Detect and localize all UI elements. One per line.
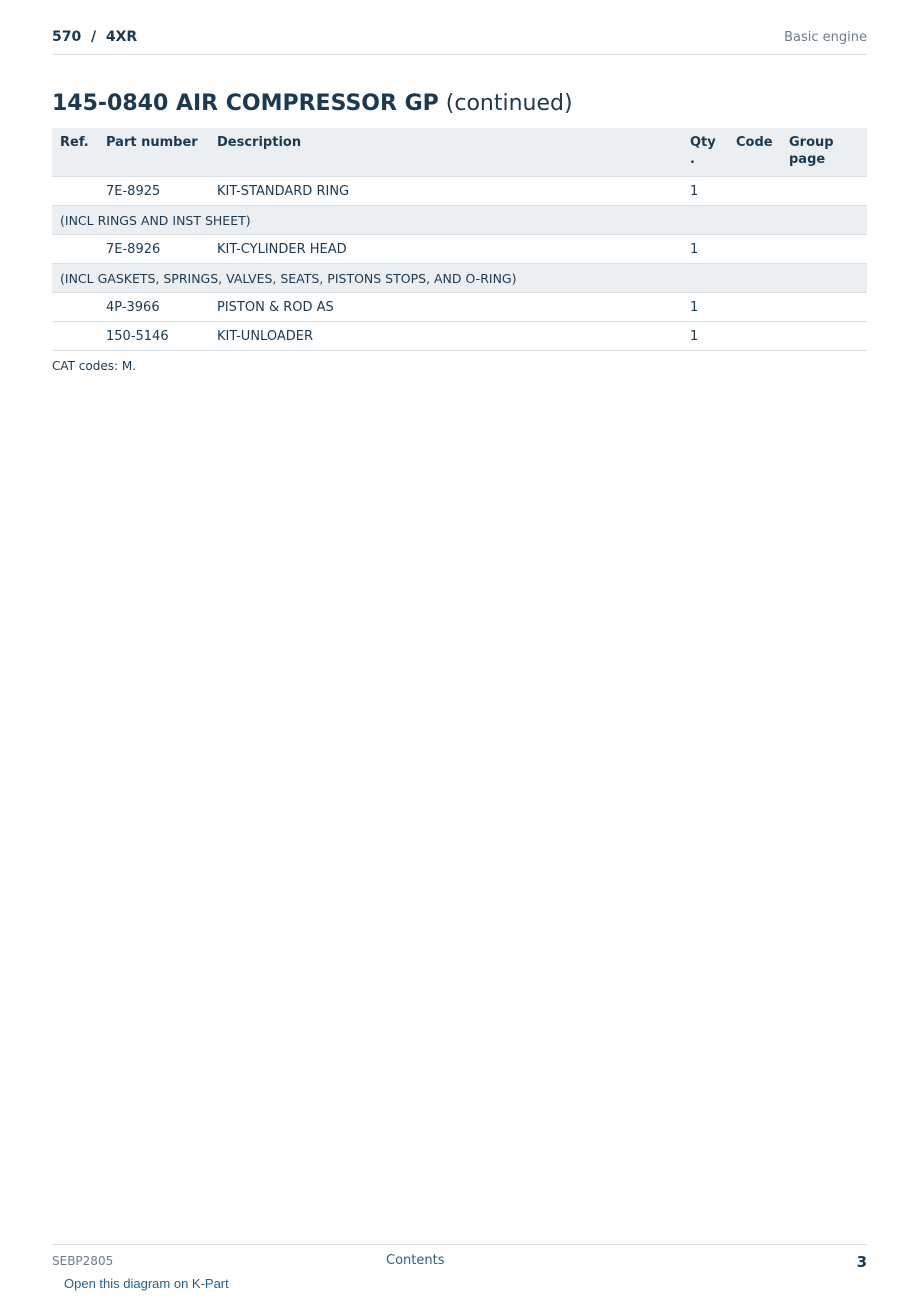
table-row [52,177,867,206]
cell-qty: 1 [682,293,728,322]
table-header-row [52,128,867,177]
cell-code [728,293,781,322]
cell-description: KIT-STANDARD RING [209,177,682,206]
table-note-row [52,264,867,293]
cell-group-page [781,177,867,206]
col-header-qty: Qty . [682,128,728,177]
col-header-description: Description [209,128,682,177]
table-row [52,322,867,351]
cell-qty: 1 [682,177,728,206]
footer-doc-number: SEBP2805 [52,1254,114,1268]
cell-part-number: 7E-8926 [98,235,209,264]
table-row [52,235,867,264]
cell-group-page [781,293,867,322]
cell-ref [52,293,98,322]
cell-group-page [781,235,867,264]
open-k-part-link[interactable]: Open this diagram on K-Part [64,1276,229,1291]
col-header-part-number: Part number [98,128,209,177]
page-footer [52,1244,867,1275]
footer-page-number: 3 [856,1253,867,1271]
title-main: 145-0840 AIR COMPRESSOR GP [52,91,439,116]
table-row [52,293,867,322]
cell-qty: 1 [682,322,728,351]
cell-ref [52,177,98,206]
cell-note: (INCL RINGS AND INST SHEET) [52,206,867,235]
title-suffix: (continued) [438,91,573,116]
col-header-code: Code [728,128,781,177]
page-header [52,0,867,55]
cell-description: PISTON & ROD AS [209,293,682,322]
contents-link[interactable]: Contents [386,1253,445,1268]
cell-part-number: 7E-8925 [98,177,209,206]
page-title [52,89,573,119]
table-note-row [52,206,867,235]
cell-part-number: 150-5146 [98,322,209,351]
cell-code [728,322,781,351]
cell-description: KIT-UNLOADER [209,322,682,351]
cell-code [728,235,781,264]
cell-description: KIT-CYLINDER HEAD [209,235,682,264]
header-model: 570 / 4XR [52,29,138,45]
cell-note: (INCL GASKETS, SPRINGS, VALVES, SEATS, PISTONS STOPS, AND O-RING) [52,264,867,293]
parts-table [52,128,867,351]
cell-part-number: 4P-3966 [98,293,209,322]
cell-qty: 1 [682,235,728,264]
cat-codes-note: CAT codes: M. [52,359,137,373]
cell-group-page [781,322,867,351]
cell-ref [52,322,98,351]
col-header-ref: Ref. [52,128,98,177]
cell-code [728,177,781,206]
cell-ref [52,235,98,264]
col-header-group-page: Group page [781,128,867,177]
header-section: Basic engine [784,30,867,45]
